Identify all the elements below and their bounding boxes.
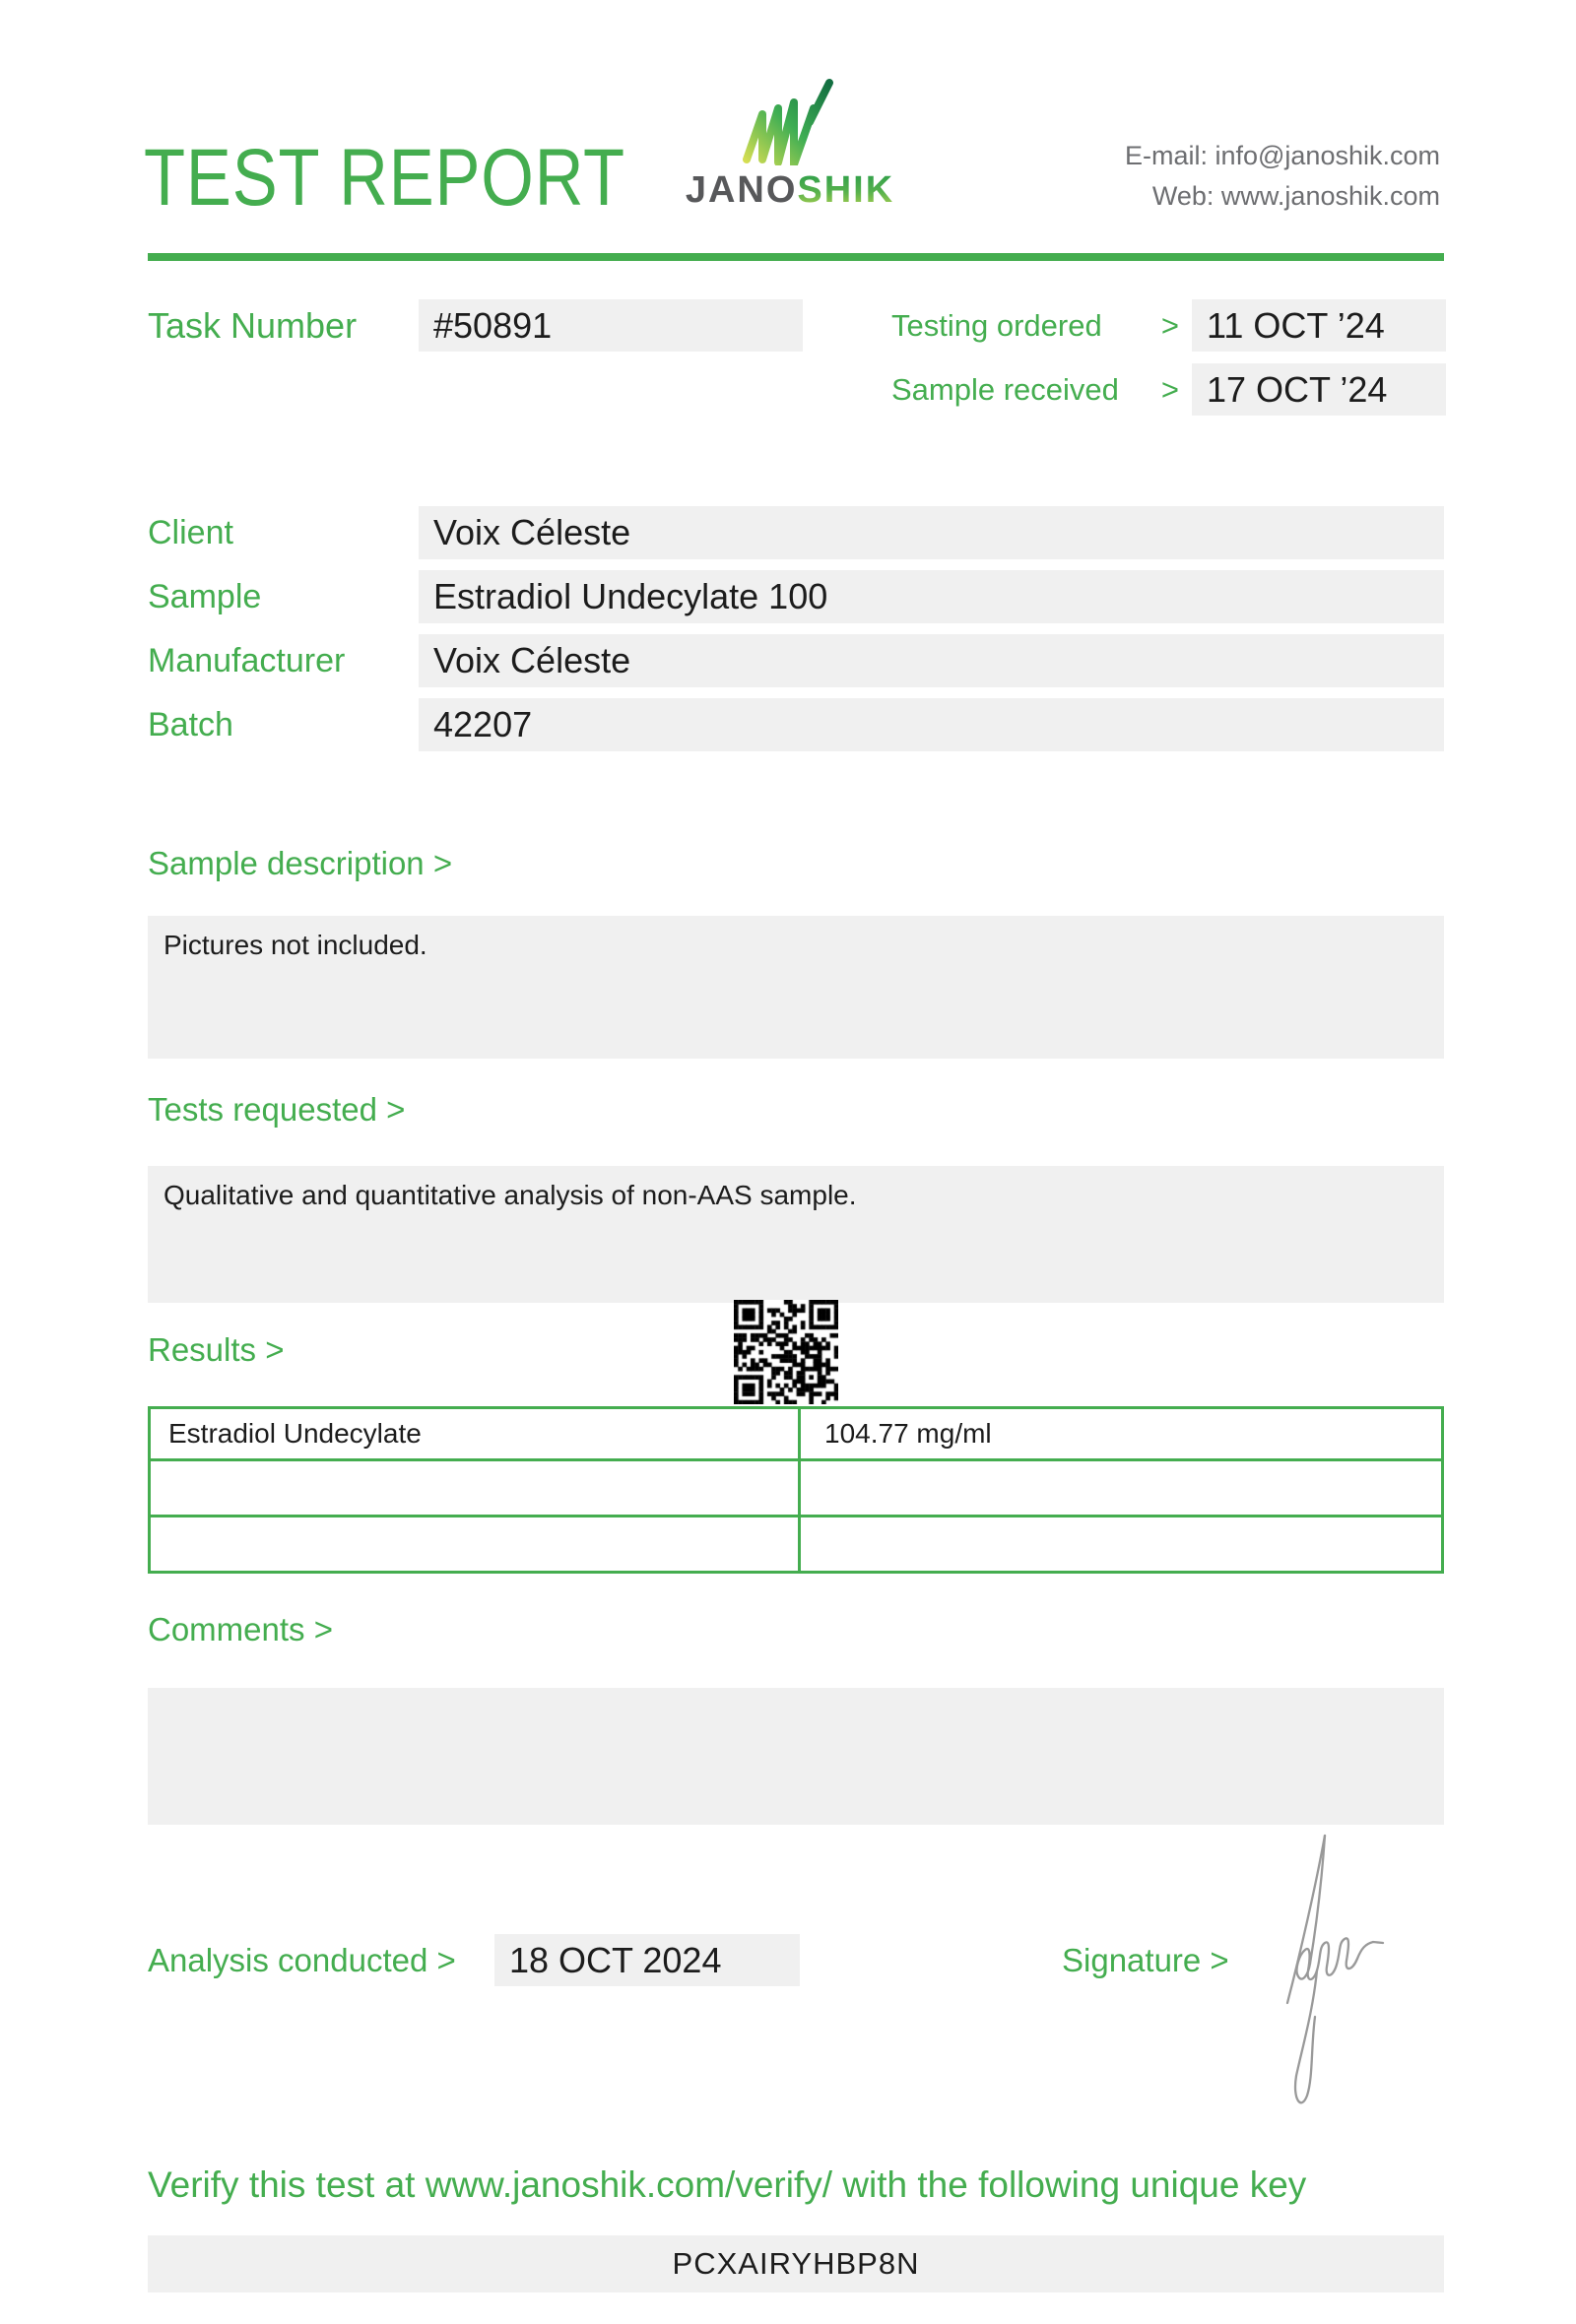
batch-label: Batch — [148, 705, 233, 743]
analysis-date-value: 18 OCT 2024 — [509, 1939, 722, 1980]
client-label: Client — [148, 513, 233, 551]
sample-received-label: Sample received — [891, 371, 1119, 407]
contact-email: E-mail: info@janoshik.com — [1124, 141, 1440, 170]
task-number-label: Task Number — [148, 304, 358, 346]
result-analyte-cell — [151, 1461, 798, 1515]
manufacturer-value: Voix Céleste — [433, 640, 631, 680]
result-analyte-cell — [151, 1517, 798, 1571]
signature-label: Signature > — [1062, 1941, 1229, 1978]
analysis-date-box — [494, 1934, 800, 1986]
page-title: TEST REPORT — [144, 133, 625, 223]
logo-word-dark: JANO — [685, 169, 798, 211]
contact-web: Web: www.janoshik.com — [1151, 181, 1440, 211]
client-box — [419, 506, 1444, 559]
unique-key-value: PCXAIRYHBP8N — [672, 2246, 920, 2281]
header-rule — [148, 253, 1444, 261]
logo-word-green: SHIK — [797, 169, 895, 211]
logo-wordmark — [682, 169, 898, 212]
sample-received-arrow: > — [1160, 371, 1179, 407]
sample-box — [419, 570, 1444, 623]
logo-chart-icon — [739, 77, 841, 165]
result-value-cell: 104.77 mg/ml — [801, 1409, 1441, 1458]
batch-value: 42207 — [433, 704, 533, 744]
comments-box — [148, 1688, 1444, 1825]
batch-box — [419, 698, 1444, 751]
manufacturer-box — [419, 634, 1444, 687]
client-value: Voix Céleste — [433, 512, 631, 552]
manufacturer-label: Manufacturer — [148, 641, 346, 679]
comments-content — [148, 1688, 1444, 1715]
results-heading: Results > — [148, 1331, 285, 1368]
sample-description-content: Pictures not included. — [164, 930, 427, 960]
testing-ordered-box — [1192, 299, 1446, 352]
testing-ordered-arrow: > — [1160, 307, 1179, 343]
result-value-cell — [801, 1461, 1441, 1515]
results-table — [148, 1406, 1444, 1574]
tests-requested-box — [148, 1166, 1444, 1303]
analysis-conducted-label: Analysis conducted > — [148, 1941, 456, 1978]
tests-requested-content: Qualitative and quantitative analysis of non-AAS sample. — [164, 1180, 857, 1210]
sample-received-value: 17 OCT ’24 — [1207, 368, 1388, 410]
qr-code — [734, 1300, 838, 1404]
sample-description-box — [148, 916, 1444, 1059]
signature-scribble — [1273, 1824, 1395, 2129]
unique-key-box — [148, 2235, 1444, 2292]
result-analyte-cell: Estradiol Undecylate — [151, 1409, 798, 1458]
comments-heading: Comments > — [148, 1611, 333, 1647]
testing-ordered-label: Testing ordered — [891, 307, 1102, 343]
verify-text: Verify this test at www.janoshik.com/verify/ with the following unique key — [148, 2164, 1307, 2205]
task-number-box — [419, 299, 803, 352]
task-number-value: #50891 — [433, 304, 553, 346]
contact-block — [1125, 136, 1440, 217]
sample-received-box — [1192, 363, 1446, 416]
sample-received-label-row — [891, 363, 1179, 416]
testing-ordered-value: 11 OCT ’24 — [1207, 304, 1385, 346]
result-value-cell — [801, 1517, 1441, 1571]
sample-description-heading: Sample description > — [148, 845, 453, 881]
sample-value: Estradiol Undecylate 100 — [433, 576, 828, 616]
sample-label: Sample — [148, 577, 262, 615]
testing-ordered-label-row — [891, 299, 1179, 352]
tests-requested-heading: Tests requested > — [148, 1091, 406, 1128]
